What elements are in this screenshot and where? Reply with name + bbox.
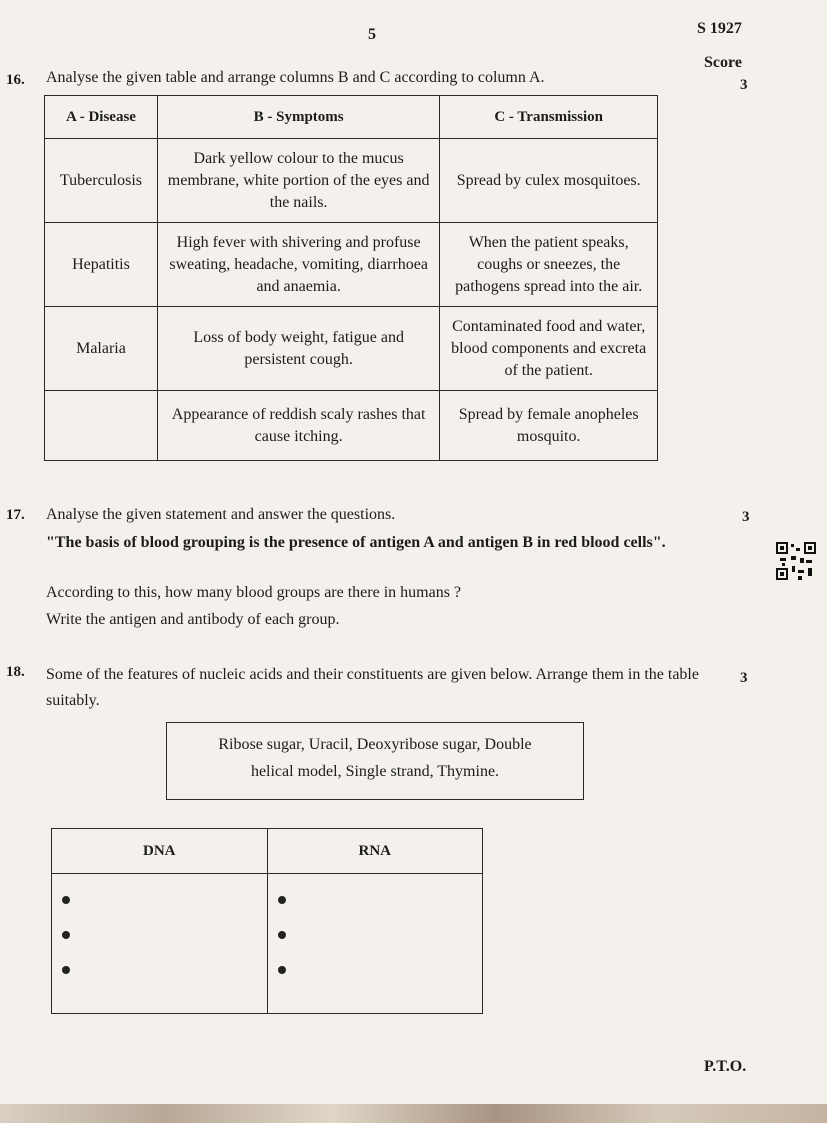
q16-number: 16. <box>6 72 25 88</box>
disease-cell: Malaria <box>45 307 158 391</box>
word-box-line-2: helical model, Single strand, Thymine. <box>250 763 500 780</box>
q18-number: 18. <box>6 664 25 680</box>
bullet-icon <box>62 931 70 939</box>
col-header-dna: DNA <box>52 829 268 874</box>
transmission-cell: Spread by female anopheles mosquito. <box>440 391 658 461</box>
qr-code-icon <box>776 542 816 580</box>
q18-score: 3 <box>740 670 748 686</box>
table-row <box>45 223 658 307</box>
col-header-disease: A - Disease <box>45 96 158 139</box>
word-box <box>166 722 584 800</box>
table-row <box>45 139 658 223</box>
disease-table <box>44 95 658 461</box>
disease-cell: Tuberculosis <box>45 139 158 223</box>
score-heading: Score <box>704 54 742 71</box>
rna-answer-cell <box>267 874 483 1014</box>
disease-cell-blank <box>45 391 158 461</box>
page-number: 5 <box>368 26 376 43</box>
bullet-icon <box>278 966 286 974</box>
q17-text: Analyse the given statement and answer the questions. <box>46 506 396 523</box>
nucleic-acid-table <box>51 828 483 1014</box>
disease-cell: Hepatitis <box>45 223 158 307</box>
bullet-icon <box>278 896 286 904</box>
dna-answer-cell <box>52 874 268 1014</box>
bullet-icon <box>62 896 70 904</box>
pto-label: P.T.O. <box>704 1058 747 1075</box>
col-header-symptoms: B - Symptoms <box>157 96 439 139</box>
q17-question-1: According to this, how many blood groups are there in humans ? <box>46 584 462 601</box>
symptoms-cell: Appearance of reddish scaly rashes that cause itching. <box>157 391 439 461</box>
bullet-icon <box>62 966 70 974</box>
table-row <box>45 391 658 461</box>
table-row <box>52 874 483 1014</box>
transmission-cell: Spread by culex mosquitoes. <box>440 139 658 223</box>
scan-edge-strip <box>0 1104 827 1123</box>
paper-code: S 1927 <box>697 20 742 37</box>
q16-text: Analyse the given table and arrange columns B and C according to column A. <box>46 69 545 86</box>
table-header-row <box>45 96 658 139</box>
bullet-icon <box>278 931 286 939</box>
transmission-cell: When the patient speaks, coughs or sneezes, the pathogens spread into the air. <box>440 223 658 307</box>
q17-statement: "The basis of blood grouping is the presence of antigen A and antigen B in red blood cells". <box>46 534 666 551</box>
q17-score: 3 <box>742 509 750 525</box>
q17-number: 17. <box>6 507 25 523</box>
q16-score: 3 <box>740 77 748 93</box>
col-header-rna: RNA <box>267 829 483 874</box>
symptoms-cell: High fever with shivering and profuse sweating, headache, vomiting, diarrhoea and anaemia. <box>157 223 439 307</box>
table-header-row <box>52 829 483 874</box>
symptoms-cell: Dark yellow colour to the mucus membrane, white portion of the eyes and the nails. <box>157 139 439 223</box>
q18-text: Some of the features of nucleic acids and their constituents are given below. Arrange them in the table suitably. <box>46 666 699 709</box>
transmission-cell: Contaminated food and water, blood components and excreta of the patient. <box>440 307 658 391</box>
q17-question-2: Write the antigen and antibody of each group. <box>46 611 340 628</box>
symptoms-cell: Loss of body weight, fatigue and persistent cough. <box>157 307 439 391</box>
table-row <box>45 307 658 391</box>
col-header-transmission: C - Transmission <box>440 96 658 139</box>
word-box-line-1: Ribose sugar, Uracil, Deoxyribose sugar, Double <box>218 736 532 753</box>
